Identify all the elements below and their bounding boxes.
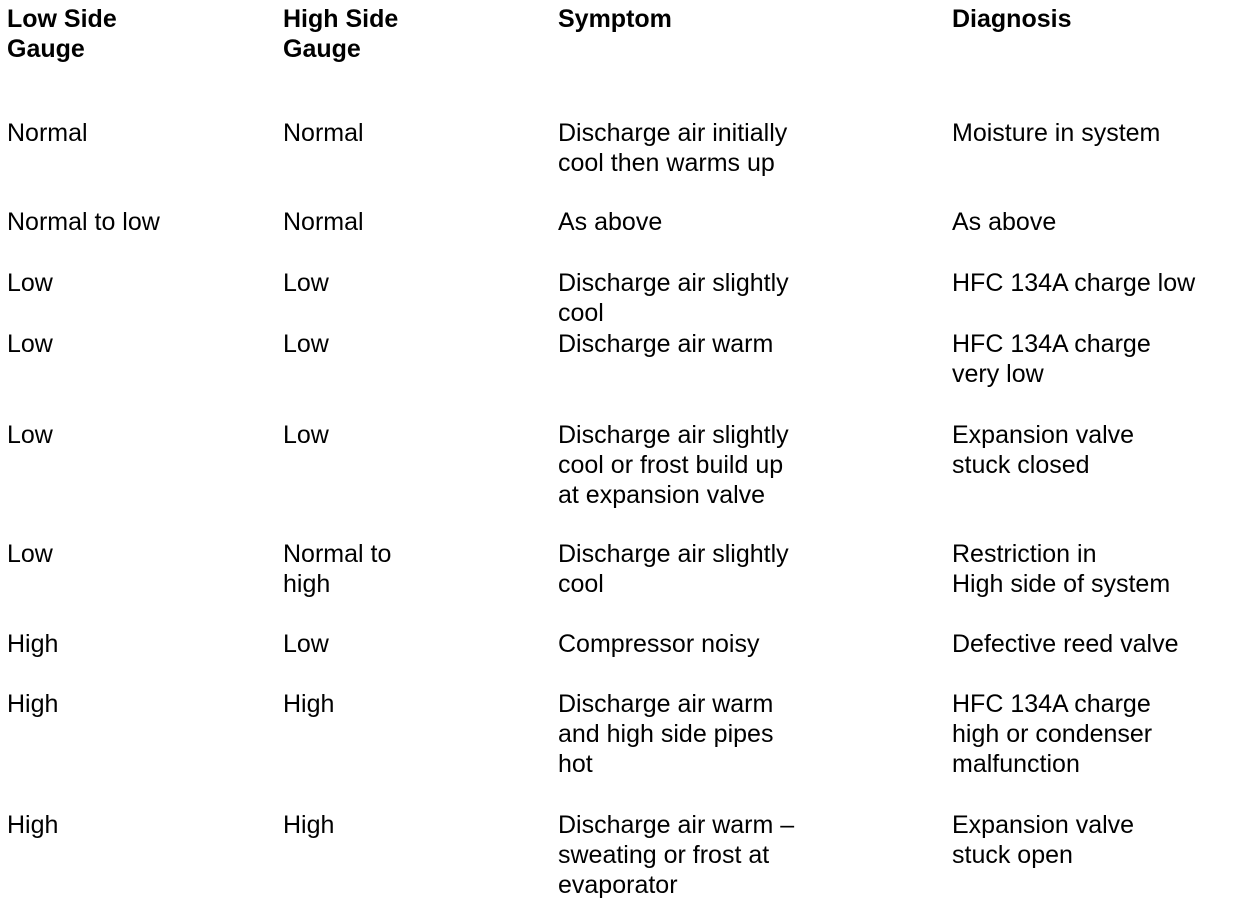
cell-low-side: Low (7, 269, 53, 297)
cell-high-side: High (283, 690, 335, 718)
cell-symptom: Compressor noisy (558, 630, 760, 658)
cell-low-side: Low (7, 421, 53, 449)
cell-symptom: Discharge air initially cool then warms up (558, 119, 788, 177)
header-diagnosis: Diagnosis (952, 5, 1072, 33)
cell-high-side: Low (283, 330, 329, 358)
cell-symptom: As above (558, 208, 663, 236)
cell-high-side: High (283, 811, 335, 839)
header-symptom: Symptom (558, 5, 672, 33)
cell-diagnosis: Moisture in system (952, 119, 1161, 147)
cell-high-side: Normal to high (283, 540, 392, 598)
cell-diagnosis: HFC 134A charge low (952, 269, 1196, 297)
cell-symptom: Discharge air slightly cool (558, 540, 789, 598)
cell-diagnosis: HFC 134A charge high or condenser malfunction (952, 690, 1153, 778)
cell-high-side: Normal (283, 119, 364, 147)
cell-low-side: Low (7, 540, 53, 568)
cell-low-side: Normal to low (7, 208, 160, 236)
cell-symptom: Discharge air warm – sweating or frost at evaporator (558, 811, 795, 899)
cell-low-side: High (7, 630, 59, 658)
cell-diagnosis: HFC 134A charge very low (952, 330, 1151, 388)
header-high-side-gauge: High Side Gauge (283, 5, 399, 63)
header-low-side-gauge: Low Side Gauge (7, 5, 117, 63)
cell-high-side: Low (283, 630, 329, 658)
cell-diagnosis: As above (952, 208, 1057, 236)
cell-symptom: Discharge air warm (558, 330, 774, 358)
cell-low-side: High (7, 690, 59, 718)
cell-diagnosis: Restriction in High side of system (952, 540, 1171, 598)
cell-low-side: Low (7, 330, 53, 358)
cell-diagnosis: Expansion valve stuck closed (952, 421, 1135, 479)
cell-low-side: High (7, 811, 59, 839)
cell-low-side: Normal (7, 119, 88, 147)
cell-high-side: Normal (283, 208, 364, 236)
cell-high-side: Low (283, 421, 329, 449)
cell-symptom: Discharge air warm and high side pipes hot (558, 690, 774, 778)
cell-high-side: Low (283, 269, 329, 297)
cell-symptom: Discharge air slightly cool (558, 269, 789, 327)
cell-symptom: Discharge air slightly cool or frost build up at expansion valve (558, 421, 789, 509)
cell-diagnosis: Expansion valve stuck open (952, 811, 1135, 869)
cell-diagnosis: Defective reed valve (952, 630, 1179, 658)
